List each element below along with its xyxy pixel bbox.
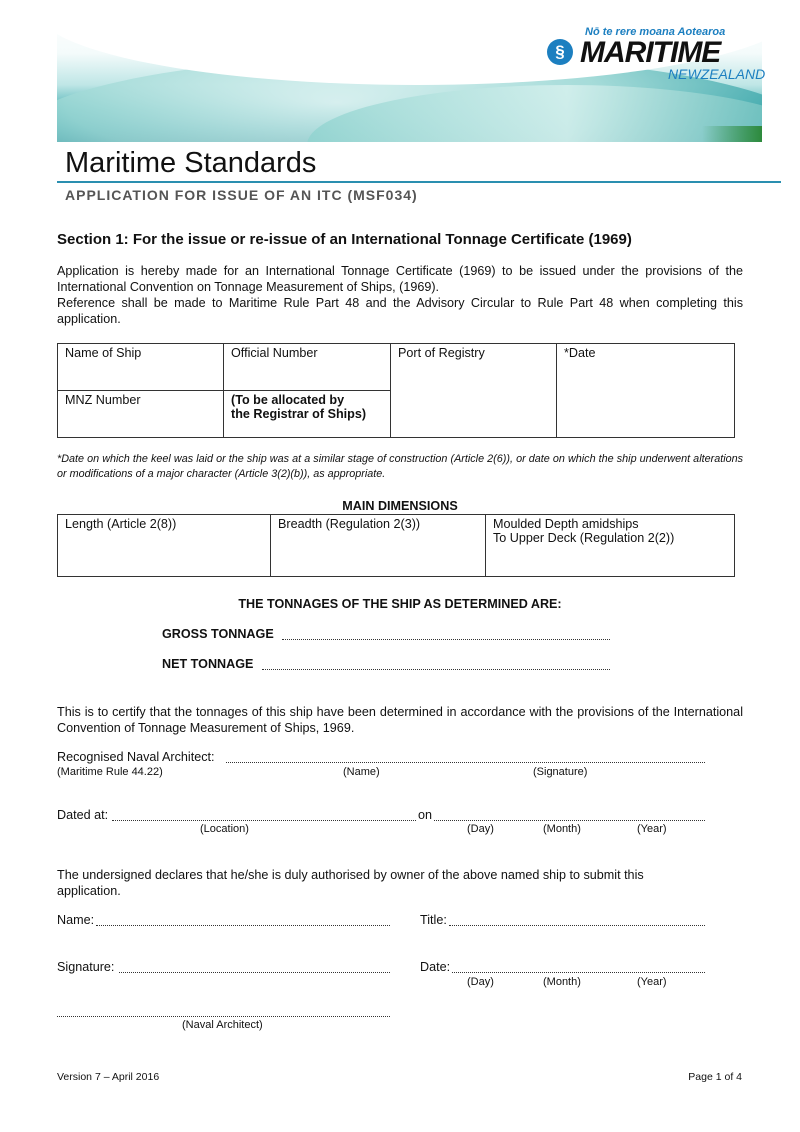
field-label: Port of Registry bbox=[398, 346, 485, 360]
gross-tonnage-label: GROSS TONNAGE bbox=[162, 627, 274, 641]
net-tonnage-input[interactable] bbox=[262, 669, 610, 670]
title-label: Title: bbox=[420, 913, 447, 927]
field-label: Moulded Depth amidships bbox=[493, 517, 639, 531]
field-label: To Upper Deck (Regulation 2(2)) bbox=[493, 531, 675, 545]
name-hint: (Name) bbox=[343, 766, 380, 778]
dated-at-label: Dated at: bbox=[57, 808, 109, 822]
form-subtitle: APPLICATION FOR ISSUE OF AN ITC (MSF034) bbox=[65, 187, 418, 203]
note-line: the Registrar of Ships) bbox=[231, 407, 367, 421]
date-footnote: *Date on which the keel was laid or the ship was at a similar stage of construction (Article 2(6)), or date on which the ship underwent alterations or modifications of a major character (Article 3(2)(b)), as appropriate. bbox=[57, 453, 743, 480]
rule-reference: (Maritime Rule 44.22) bbox=[57, 766, 163, 778]
naval-architect-input[interactable] bbox=[226, 762, 705, 763]
date-field[interactable] bbox=[557, 344, 735, 438]
month-hint: (Month) bbox=[543, 823, 581, 835]
day-hint: (Day) bbox=[467, 976, 494, 988]
on-label: on bbox=[418, 808, 433, 822]
naval-architect-label: Recognised Naval Architect: bbox=[57, 750, 215, 764]
logo-emblem-icon: § bbox=[547, 39, 573, 65]
breadth-field[interactable] bbox=[271, 515, 486, 577]
signature-hint: (Signature) bbox=[533, 766, 588, 778]
day-hint: (Day) bbox=[467, 823, 494, 835]
port-of-registry-field[interactable] bbox=[391, 344, 557, 438]
official-number-field[interactable] bbox=[224, 344, 391, 391]
dated-date-input[interactable] bbox=[434, 820, 705, 821]
month-hint: (Month) bbox=[543, 976, 581, 988]
field-label: Breadth (Regulation 2(3)) bbox=[278, 517, 421, 531]
length-field[interactable] bbox=[58, 515, 271, 577]
page-title: Maritime Standards bbox=[65, 147, 317, 179]
main-dimensions-table bbox=[57, 514, 735, 577]
main-dimensions-heading: MAIN DIMENSIONS bbox=[342, 499, 458, 513]
year-hint: (Year) bbox=[637, 976, 667, 988]
field-label: *Date bbox=[564, 346, 596, 360]
tonnages-heading: THE TONNAGES OF THE SHIP AS DETERMINED ARE: bbox=[238, 597, 562, 611]
logo-sub: NEWZEALAND bbox=[668, 66, 766, 82]
section-heading: Section 1: For the issue or re-issue of an International Tonnage Certificate (1969) bbox=[57, 231, 632, 248]
intro-text-2: Reference shall be made to Maritime Rule Part 48 and the Advisory Circular to Rule Part 48 when completing this application. bbox=[57, 296, 743, 326]
allocated-note bbox=[224, 391, 391, 438]
title-rule bbox=[57, 181, 781, 183]
note-line: (To be allocated by bbox=[231, 393, 345, 407]
intro-text-1: Application is hereby made for an International Tonnage Certificate (1969) to be issued under the provisions of the International Convention on Tonnage Measurement of Ships, (1969). bbox=[57, 264, 743, 294]
field-label: Name of Ship bbox=[65, 346, 142, 360]
field-label: MNZ Number bbox=[65, 393, 141, 407]
intro-paragraph bbox=[57, 263, 743, 327]
name-of-ship-field[interactable] bbox=[58, 344, 224, 391]
mnz-number-field[interactable] bbox=[58, 391, 224, 438]
name-input[interactable] bbox=[96, 925, 390, 926]
depth-field[interactable] bbox=[486, 515, 735, 577]
name-label: Name: bbox=[57, 913, 95, 927]
ship-details-table bbox=[57, 343, 735, 438]
gross-tonnage-input[interactable] bbox=[282, 639, 610, 640]
signature-label: Signature: bbox=[57, 960, 115, 974]
date-label: Date: bbox=[420, 960, 451, 974]
title-input[interactable] bbox=[449, 925, 705, 926]
signature-input[interactable] bbox=[119, 972, 390, 973]
net-tonnage-label: NET TONNAGE bbox=[162, 657, 254, 671]
certify-paragraph: This is to certify that the tonnages of this ship have been determined in accordance with the provisions of the International Convention of Tonnage Measurement of Ships, 1969. bbox=[57, 705, 743, 735]
year-hint: (Year) bbox=[637, 823, 667, 835]
field-label: Official Number bbox=[231, 346, 318, 360]
page-number: Page 1 of 4 bbox=[688, 1071, 742, 1083]
naval-architect-hint: (Naval Architect) bbox=[182, 1019, 263, 1031]
version-label: Version 7 – April 2016 bbox=[57, 1071, 160, 1083]
field-label: Length (Article 2(8)) bbox=[65, 517, 177, 531]
logo-tagline: Nō te rere moana Aotearoa bbox=[585, 26, 726, 38]
date-input[interactable] bbox=[452, 972, 705, 973]
naval-architect-signature-input[interactable] bbox=[57, 1016, 390, 1017]
logo-main: MARITIME bbox=[580, 36, 721, 69]
dated-location-input[interactable] bbox=[112, 820, 416, 821]
location-hint: (Location) bbox=[200, 823, 249, 835]
declaration-paragraph: The undersigned declares that he/she is duly authorised by owner of the above named ship to submit this application. bbox=[57, 868, 644, 898]
